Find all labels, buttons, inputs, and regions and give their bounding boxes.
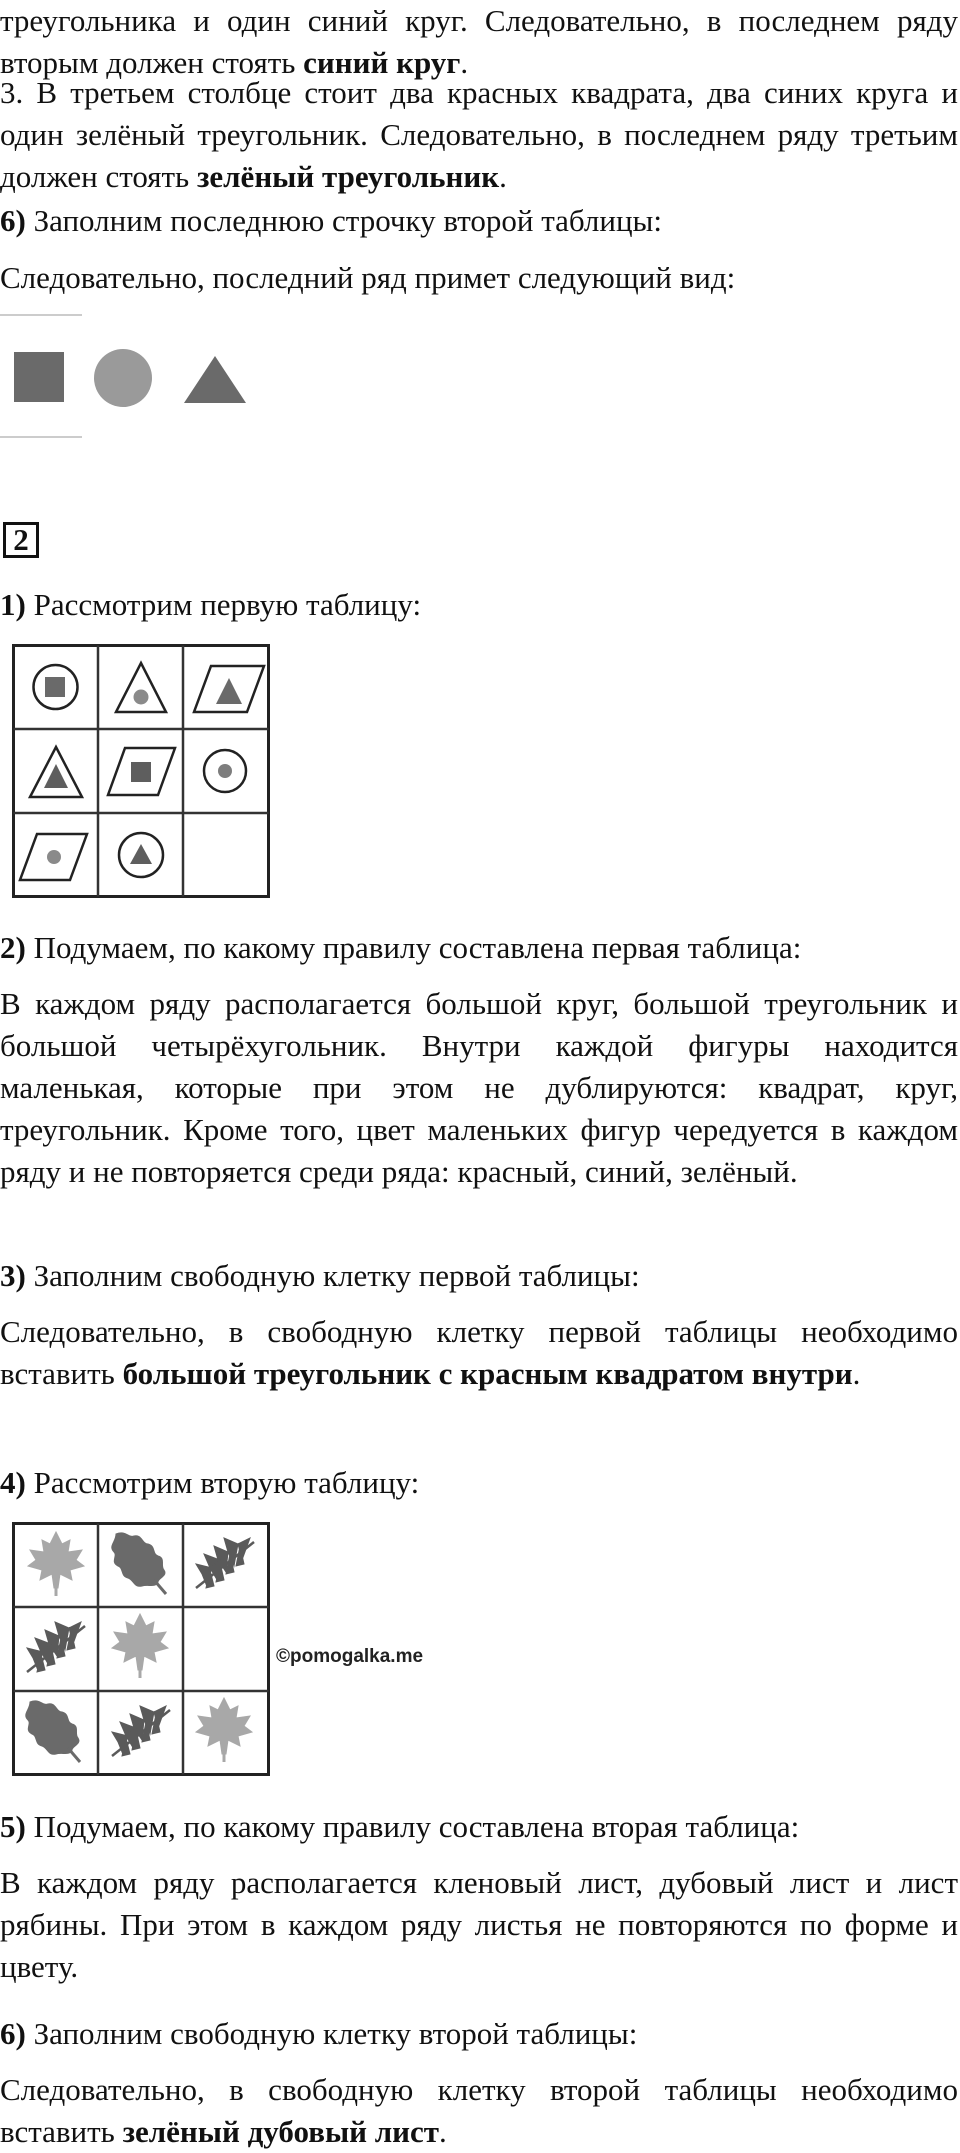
- step-5-body: [0, 1862, 958, 1988]
- step-number: 3): [0, 1258, 26, 1293]
- step-number: 4): [0, 1465, 26, 1500]
- bold-answer: синий круг: [303, 45, 461, 80]
- text-span: .: [499, 159, 507, 194]
- step-6-heading-second: [0, 2013, 958, 2055]
- step-number: 1): [0, 587, 26, 622]
- table-1-shapes-grid: [12, 644, 270, 898]
- watermark: ©pomogalka.me: [276, 1646, 424, 1667]
- step-1-heading: [0, 584, 958, 626]
- text-span: .: [852, 1356, 861, 1391]
- step-number: 6): [0, 203, 26, 238]
- step-text: Заполним свободную клетку первой таблицы:: [25, 1258, 640, 1293]
- step-3-body: [0, 1311, 958, 1395]
- text-span: .: [460, 45, 469, 80]
- triangle-icon: [184, 356, 246, 403]
- text-span: 3. В третьем столбце стоит два красных квадрата, два синих круга и один зелёный треугольник. Следовательно, в последнем ряду третьим должен стоять: [0, 75, 958, 194]
- step-number: 6): [0, 2016, 26, 2051]
- step-number: 5): [0, 1809, 26, 1844]
- paragraph-third-column: [0, 72, 958, 198]
- bold-answer: большой треугольник с красным квадратом внутри: [122, 1356, 853, 1391]
- step-2-heading: [0, 927, 958, 969]
- text-span: треугольника и один синий круг. Следовательно, в последнем ряду вторым должен стоять: [0, 3, 958, 80]
- result-row-caption: [0, 257, 958, 299]
- bold-answer: зелёный треугольник: [196, 159, 500, 194]
- text-span: Следовательно, в свободную клетку первой таблицы необходимо вставить: [0, 1314, 958, 1391]
- step-5-heading: [0, 1806, 958, 1848]
- text-span: .: [439, 2114, 447, 2149]
- step-text: Заполним последнюю строчку второй таблицы:: [25, 203, 662, 238]
- step-3-heading: [0, 1255, 958, 1297]
- step-text: Рассмотрим вторую таблицу:: [25, 1465, 420, 1500]
- text-span: Следовательно, в свободную клетку второй таблицы необходимо вставить: [0, 2072, 958, 2149]
- step-number: 2): [0, 930, 26, 965]
- text-span: Следовательно, последний ряд примет следующий вид:: [0, 260, 736, 295]
- bold-answer: зелёный дубовый лист: [122, 2114, 439, 2149]
- result-row-figure: [0, 312, 260, 440]
- step-6-heading: [0, 200, 958, 242]
- table-2-leaves-grid: [12, 1522, 270, 1776]
- step-2-body: [0, 983, 958, 1193]
- step-4-heading: [0, 1462, 958, 1504]
- step-6-body: [0, 2069, 958, 2153]
- circle-icon: [94, 349, 152, 407]
- text-span: В каждом ряду располагается большой круг, большой треугольник и большой четырёхугольник. Внутри каждой фигуры находится маленькая, которые при этом не дублируются: квадрат, круг, треугольник. Кроме того, цвет маленьких фигур чередуется в каждом ряду и не повторяется среди ряда: красный, синий, зелёный.: [0, 986, 958, 1189]
- square-icon: [14, 352, 64, 402]
- step-text: Заполним свободную клетку второй таблицы:: [25, 2016, 638, 2051]
- text-span: В каждом ряду располагается кленовый лист, дубовый лист и лист рябины. При этом в каждом ряду листья не повторяются по форме и цвету.: [0, 1865, 958, 1984]
- step-text: Рассмотрим первую таблицу:: [25, 587, 422, 622]
- step-text: Подумаем, по какому правилу составлена вторая таблица:: [25, 1809, 800, 1844]
- step-text: Подумаем, по какому правилу составлена первая таблица:: [25, 930, 802, 965]
- task-number-box: 2: [3, 522, 39, 558]
